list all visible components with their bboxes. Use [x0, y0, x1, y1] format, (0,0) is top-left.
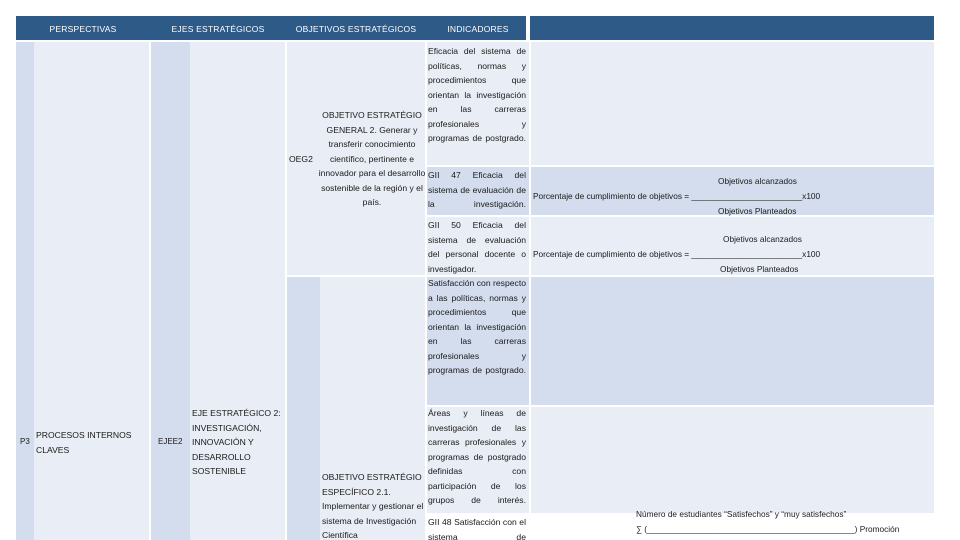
formula-1-numerator: Objetivos alcanzados	[718, 176, 797, 186]
objetivo-general-code: OEG2	[289, 154, 313, 164]
indicador-6: GII 48 Satisfacción con el sistema de	[428, 517, 526, 540]
grid-line	[425, 165, 934, 167]
perspectiva-code: P3	[20, 437, 30, 446]
eje-name: EJE ESTRATÉGICO 2: INVESTIGACIÓN, INNOVACIÓN Y DESARROLLO SOSTENIBLE	[192, 408, 281, 476]
indicador-1: Eficacia del sistema de políticas, normas y procedimientos que orientan la investigación en las carreras profesionales y programas de postgrado.	[428, 46, 526, 143]
header-bar-right	[530, 16, 934, 40]
indicador-5: Áreas y líneas de investigación de las carreras profesionales y programas de postgrado definidas con participación de los grupos de interés.	[428, 408, 526, 505]
header-perspectivas: PERSPECTIVAS	[49, 24, 117, 34]
eje-code: EJEE2	[158, 437, 183, 446]
indicador-3: GII 50 Eficacia del sistema de evaluación del personal docente o investigador.	[428, 220, 526, 274]
header-ejes: EJES ESTRATÉGICOS	[171, 24, 265, 34]
grid-line	[285, 42, 287, 540]
objetivo-general-text: OBJETIVO ESTRATÉGIO GENERAL 2. Generar y transferir conocimiento científico, pertinente e innovador para el desarrollo sostenible de la región y el país.	[318, 110, 426, 207]
grid-line	[149, 42, 151, 540]
formula-2-numerator: Objetivos alcanzados	[723, 234, 802, 244]
perspectiva-cell	[16, 42, 150, 540]
grid-line	[425, 215, 934, 217]
perspectiva-code-strip	[16, 42, 34, 540]
formula-3-numerator: Número de estudiantes “Satisfechos” y “muy satisfechos”	[636, 509, 847, 519]
formula-3-line: ∑ (_____________________________________________) Promoción	[636, 524, 900, 534]
indicador-2: GII 47 Eficacia del sistema de evaluación de la investigación.	[428, 170, 526, 209]
perspectiva-name: PROCESOS INTERNOS CLAVES	[36, 430, 132, 455]
eje-code-strip	[150, 42, 190, 540]
objetivo-especifico-text: OBJETIVO ESTRATÉGIO ESPECÍFICO 2.1. Implementar y gestionar el sistema de Investigación Científica	[322, 472, 424, 540]
formula-1-line: Porcentaje de cumplimiento de objetivos = ________________________x100	[533, 191, 821, 201]
formula-2-line: Porcentaje de cumplimiento de objetivos = ________________________x100	[533, 249, 821, 259]
grid-line	[285, 275, 934, 277]
header-objetivos: OBJETIVOS ESTRATÉGICOS	[295, 24, 417, 34]
formula-2-denominator: Objetivos Planteados	[720, 264, 799, 274]
indicador-4: Satisfacción con respecto a las políticas, normas y procedimientos que orientan la investigación en las carreras profesionales y programas de postgrado.	[428, 278, 526, 375]
formula-1-denominator: Objetivos Planteados	[718, 206, 797, 216]
header-indicadores: INDICADORES	[447, 24, 509, 34]
grid-line	[529, 42, 531, 540]
